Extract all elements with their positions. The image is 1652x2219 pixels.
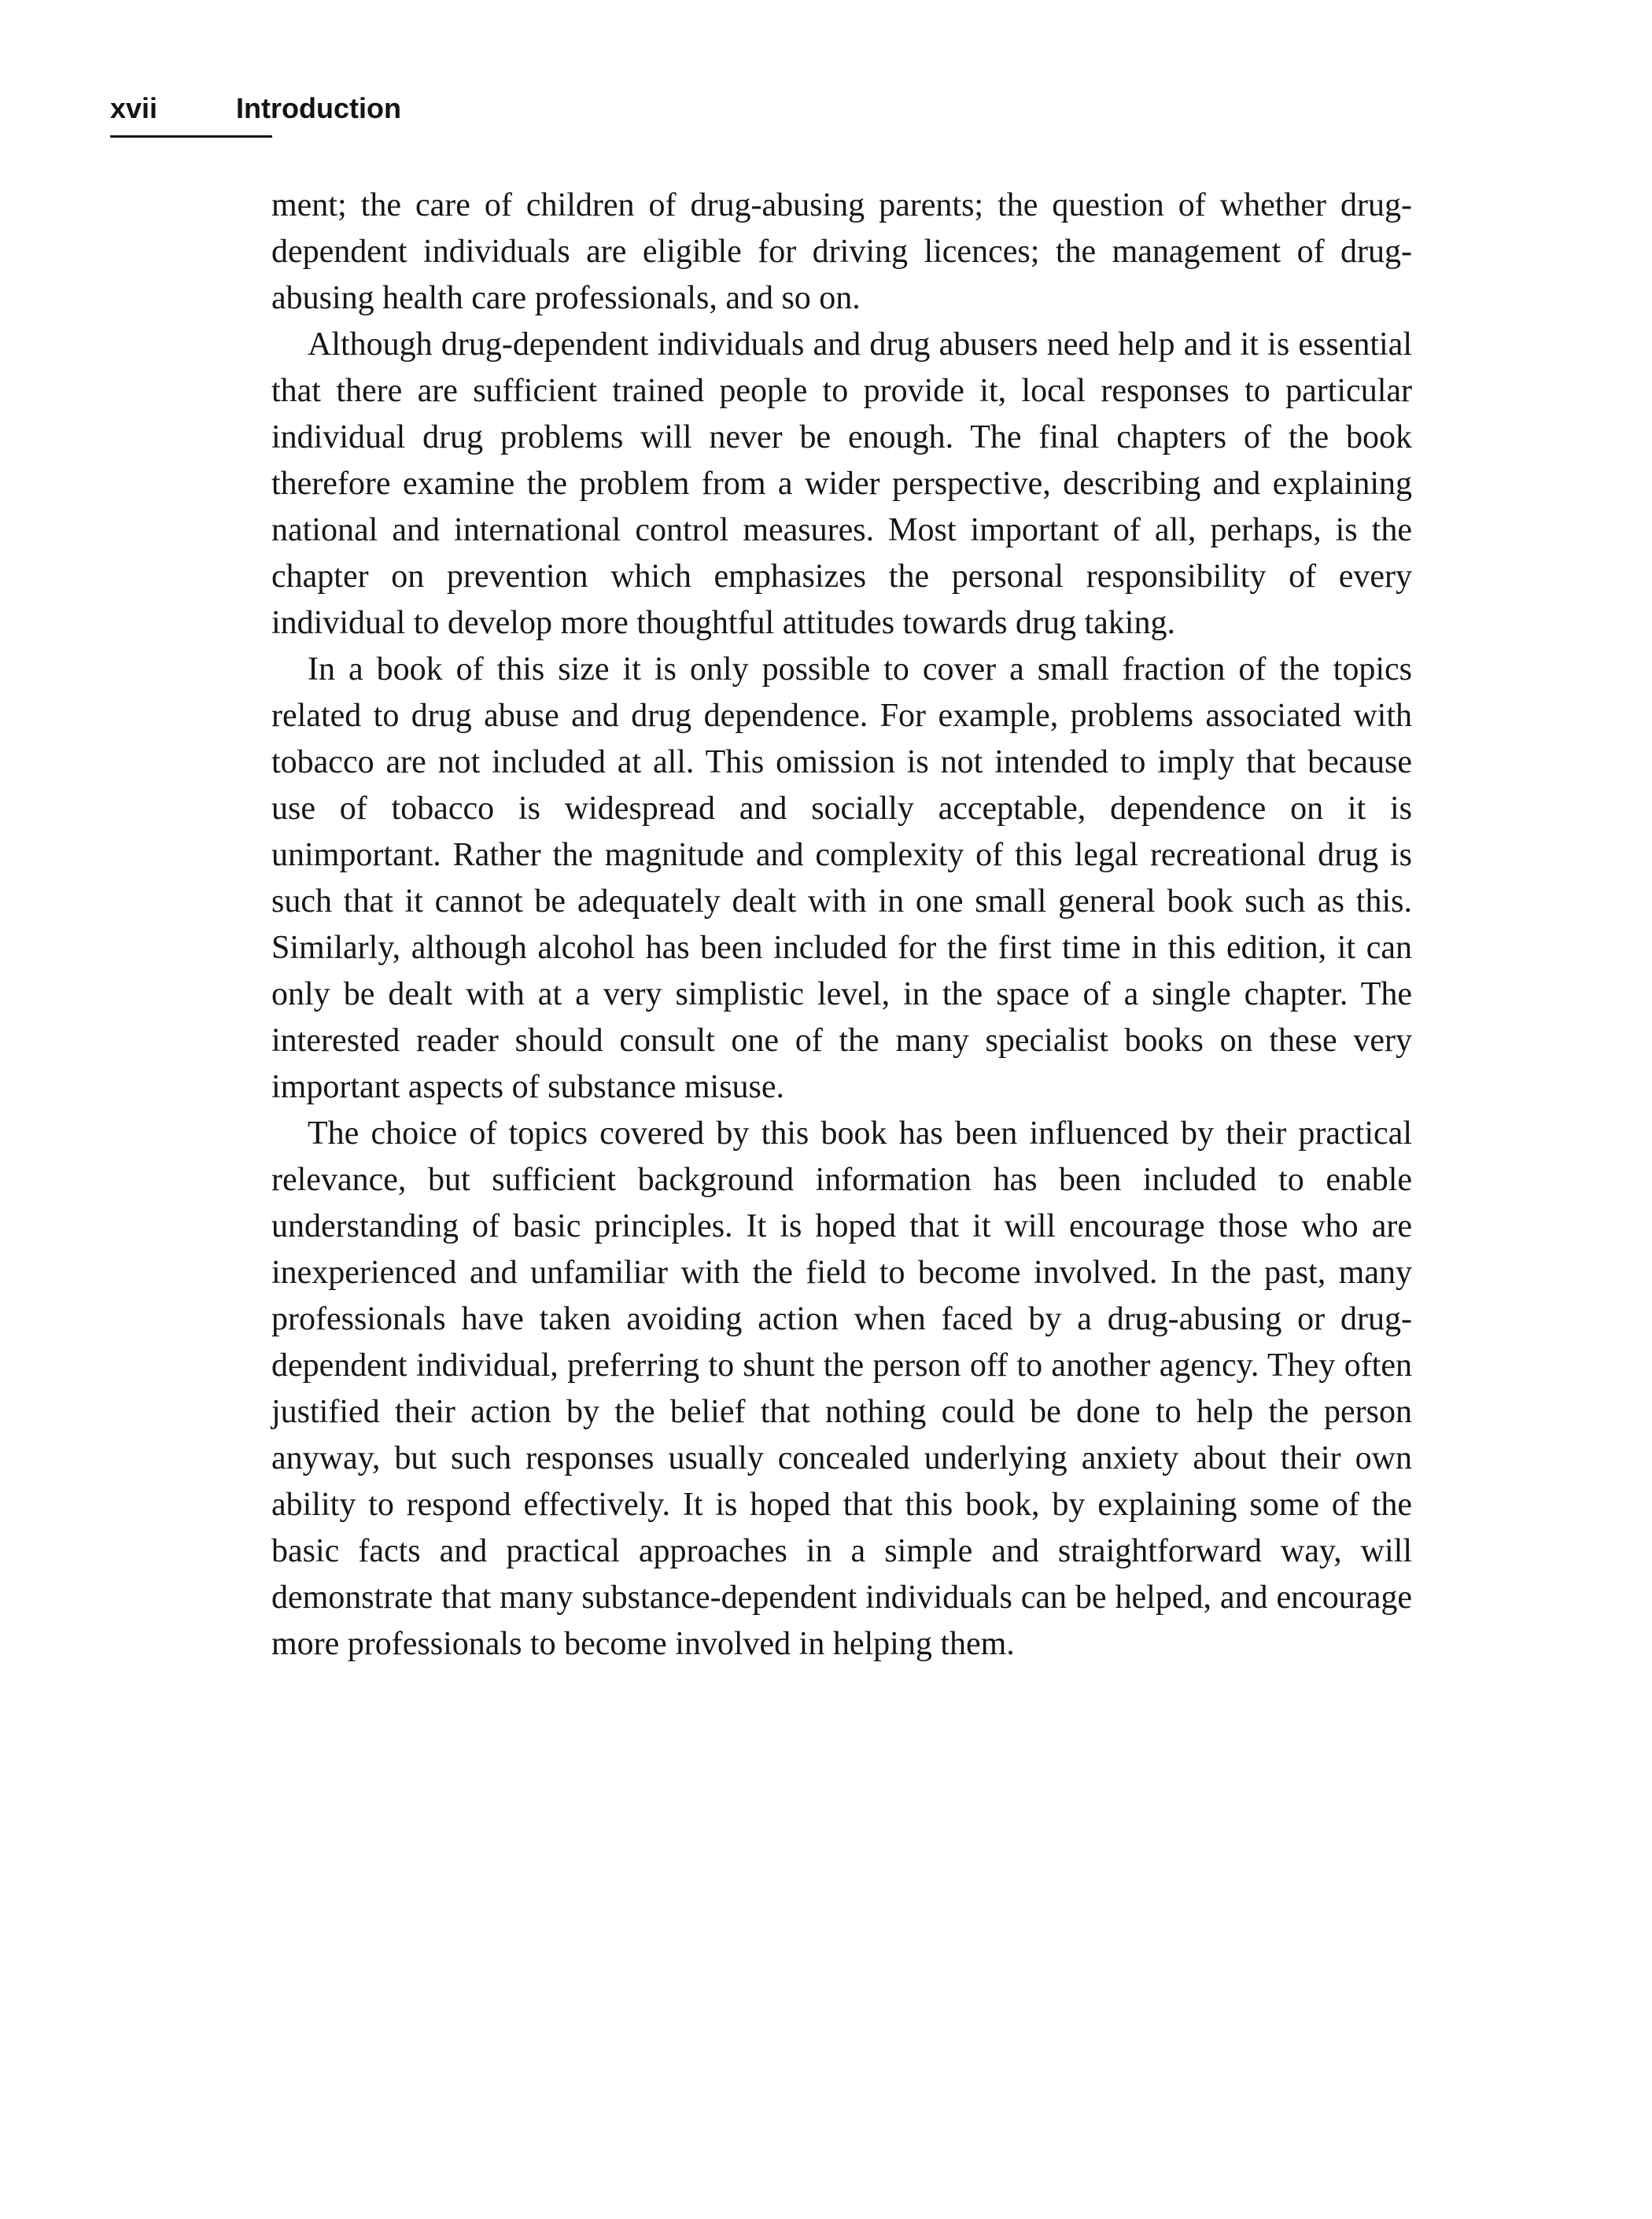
section-title: Introduction [236,92,401,124]
header-rule [110,135,272,138]
page-number: xvii [110,92,158,124]
paragraph: In a book of this size it is only possible to cover a small fraction of the topics related to drug abuse and drug dependence. For example, problems associated with tobacco are not included at all. This omission is not intended to imply that because use of tobacco is widespread and socially acceptable, dependence on it is unimportant. Rather the magnitude and complexity of this legal recreational drug is such that it cannot be adequately dealt with in one small general book such as this. Similarly, although alcohol has been included for the first time in this edition, it can only be dealt with at a very simplistic level, in the space of a single chapter. The interested reader should consult one of the many specialist books on these very important aspects of substance misuse. [271,651,1412,1105]
paragraph-continued: ment; the care of children of drug-abusing parents; the question of whether drug-dependent individuals are eligible for driving licences; the management of drug-abusing health care professionals, and so on. [271,187,1412,316]
paragraph: The choice of topics covered by this book has been influenced by their practical relevance, but sufficient background information has been included to enable understanding of basic principles. It is hoped that it will encourage those who are inexperienced and unfamiliar with the field to become involved. In the past, many professionals have taken avoiding action when faced by a drug-abusing or drug-dependent individual, preferring to shunt the person off to another agency. They often justified their action by the belief that nothing could be done to help the person anyway, but such responses usually concealed underlying anxiety about their own ability to respond effectively. It is hoped that this book, by explaining some of the basic facts and practical approaches in a simple and straightforward way, will demonstrate that many substance-dependent individuals can be helped, and encourage more professionals to become involved in helping them. [271,1115,1412,1662]
paragraph: Although drug-dependent individuals and drug abusers need help and it is essential that there are sufficient trained people to provide it, local responses to particular individual drug problems will never be enough. The final chapters of the book therefore examine the problem from a wider perspective, describing and explaining national and international control measures. Most important of all, perhaps, is the chapter on prevention which emphasizes the personal responsibility of every individual to develop more thoughtful attitudes towards drug taking. [271,326,1412,641]
body-text [271,182,1412,1668]
